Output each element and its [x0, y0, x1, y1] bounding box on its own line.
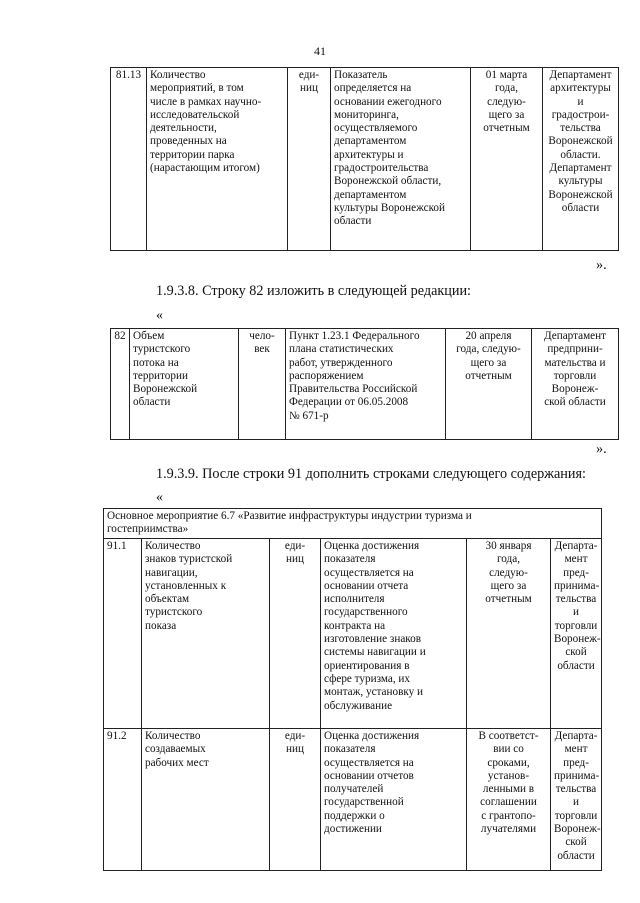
- deadline-cell: 20 апреля года, следую- щего за отчетным: [446, 329, 532, 440]
- opening-quote: «: [156, 490, 163, 505]
- table-row: [111, 68, 619, 251]
- unit-cell: чело- век: [239, 329, 286, 440]
- table-row: [104, 729, 602, 871]
- deadline-cell: В соответст- вии со сроками, установ- ленными в соглашении с грантопо- лучателями: [467, 729, 551, 871]
- table-header-row: [104, 509, 602, 539]
- row-number: 91.1: [104, 539, 142, 729]
- unit-cell: еди- ниц: [270, 539, 321, 729]
- table-row: [104, 539, 602, 729]
- closing-quote: ».: [596, 441, 607, 457]
- unit-cell: еди- ниц: [288, 68, 331, 251]
- paragraph-1-9-3-9: 1.9.3.9. После строки 91 дополнить строками следующего содержания:: [156, 466, 586, 482]
- row-number: 81.13: [111, 68, 147, 251]
- deadline-cell: 30 января года, следую- щего за отчетным: [467, 539, 551, 729]
- method-cell: Пункт 1.23.1 Федерального плана статистических работ, утвержденного распоряжением Правительства Российской Федерации от 06.05.2008 № 671-р: [286, 329, 446, 440]
- unit-cell: еди- ниц: [270, 729, 321, 871]
- responsible-cell: Департамент предприни- мательства и торговли Воронеж- ской области: [532, 329, 619, 440]
- section-header: Основное мероприятие 6.7 «Развитие инфраструктуры индустрии туризма и гостеприимства»: [104, 509, 602, 539]
- indicator-name: Количество знаков туристской навигации, установленных к объектам туристского показа: [142, 539, 270, 729]
- closing-quote: ».: [596, 257, 607, 273]
- method-cell: Показатель определяется на основании ежегодного мониторинга, осуществляемого департаментом архитектуры и градостроительства Воронежской области, департаментом культуры Воронежской области: [331, 68, 471, 251]
- table-row: [111, 329, 619, 440]
- row-number: 91.2: [104, 729, 142, 871]
- opening-quote: «: [156, 308, 163, 323]
- responsible-cell: Департа- мент пред- принима- тельства и торговли Воронеж- ской области: [551, 729, 602, 871]
- method-cell: Оценка достижения показателя осуществляется на основании отчетов получателей государственной поддержки о достижении: [321, 729, 467, 871]
- paragraph-1-9-3-8: 1.9.3.8. Строку 82 изложить в следующей редакции:: [156, 283, 471, 299]
- responsible-cell: Департа- мент пред- принима- тельства и торговли Воронеж- ской области: [551, 539, 602, 729]
- indicator-table-6-7: [103, 508, 602, 871]
- indicator-table-81-13: [110, 67, 619, 251]
- page-number: 41: [314, 44, 326, 58]
- indicator-table-82: [110, 328, 619, 440]
- indicator-name: Количество создаваемых рабочих мест: [142, 729, 270, 871]
- indicator-name: Объем туристского потока на территории Воронежской области: [130, 329, 239, 440]
- method-cell: Оценка достижения показателя осуществляется на основании отчета исполнителя государственного контракта на изготовление знаков системы навигации и ориентирования в сфере туризма, их монтаж, установку и обслуживание: [321, 539, 467, 729]
- deadline-cell: 01 марта года, следую- щего за отчетным: [471, 68, 543, 251]
- responsible-cell: Департамент архитектуры и градострои- тельства Воронежской области. Департамент культуры Воронежской области: [543, 68, 619, 251]
- row-number: 82: [111, 329, 130, 440]
- indicator-name: Количество мероприятий, в том числе в рамках научно- исследовательской деятельности, проведенных на территории парка (нарастающим итогом): [147, 68, 288, 251]
